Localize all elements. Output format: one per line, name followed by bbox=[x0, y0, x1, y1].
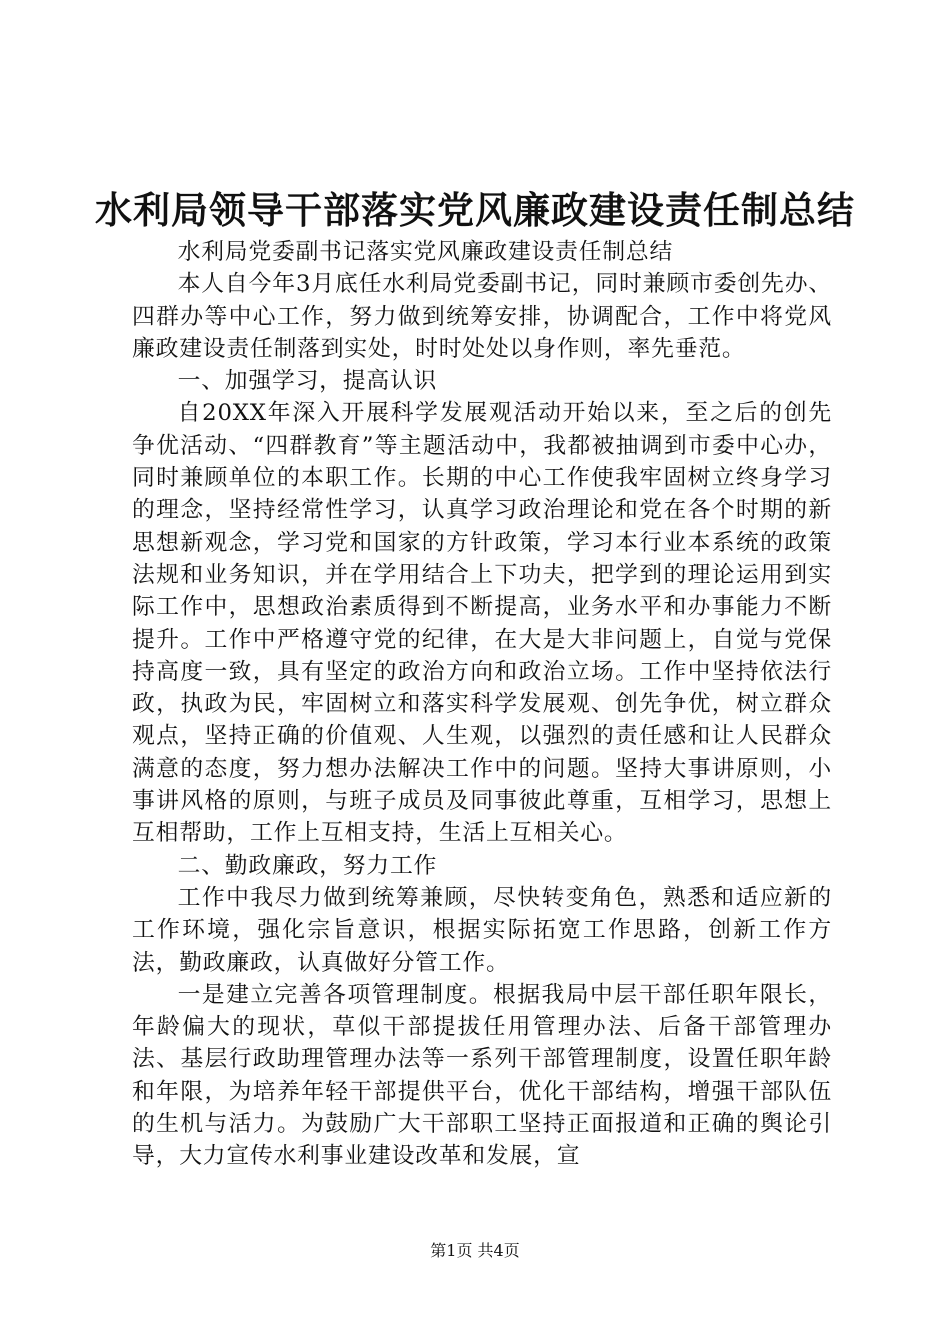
subtitle-paragraph: 水利局党委副书记落实党风廉政建设责任制总结 bbox=[177, 239, 674, 265]
section-heading-1: 一、加强学习，提高认识 bbox=[177, 368, 438, 395]
section-heading-2: 二、勤政廉政，努力工作 bbox=[177, 852, 438, 879]
intro-paragraph: 本人自今年3月底任水利局党委副书记，同时兼顾市委创先办、四群办等中心工作，努力做到统筹安排，协调配合，工作中将党风廉政建设责任制落到实处，时时处处以身作则，率先垂范。 bbox=[132, 271, 832, 362]
document-title: 水利局领导干部落实党风廉政建设责任制总结 bbox=[95, 189, 855, 232]
section-1-paragraph: 自20XX年深入开展科学发展观活动开始以来，至之后的创先争优活动、“四群教育”等主题活动中，我都被抽调到市委中心办，同时兼顾单位的本职工作。长期的中心工作使我牢固树立终身学习的理念，坚持经常性学习，认真学习政治理论和党在各个时期的新思想新观念，学习党和国家的方针政策，学习本行业本系统的政策法规和业务知识，并在学用结合上下功夫，把学到的理论运用到实际工作中，思想政治素质得到不断提高，业务水平和办事能力不断提升。工作中严格遵守党的纪律，在大是大非问题上，自觉与党保持高度一致，具有坚定的政治方向和政治立场。工作中坚持依法行政，执政为民，牢固树立和落实科学发展观、创先争优，树立群众观点，坚持正确的价值观、人生观，以强烈的责任感和让人民群众满意的态度，努力想办法解决工作中的问题。坚持大事讲原则，小事讲风格的原则，与班子成员及同事彼此尊重，互相学习，思想上互相帮助，工作上互相支持，生活上互相关心。 bbox=[132, 400, 832, 847]
page-footer: 第1页 共4页 bbox=[430, 1241, 520, 1260]
document-body bbox=[132, 236, 832, 1173]
section-2-item-1-paragraph: 一是建立完善各项管理制度。根据我局中层干部任职年限长，年龄偏大的现状，草似干部提拔任用管理办法、后备干部管理办法、基层行政助理管理办法等一系列干部管理制度，设置任职年龄和年限，为培养年轻干部提供平台，优化干部结构，增强干部队伍的生机与活力。为鼓励广大干部职工坚持正面报道和正确的舆论引导，大力宣传水利事业建设改革和发展，宣 bbox=[132, 981, 832, 1170]
section-2-paragraph: 工作中我尽力做到统筹兼顾，尽快转变角色，熟悉和适应新的工作环境，强化宗旨意识，根据实际拓宽工作思路，创新工作方法，勤政廉政，认真做好分管工作。 bbox=[132, 884, 832, 976]
